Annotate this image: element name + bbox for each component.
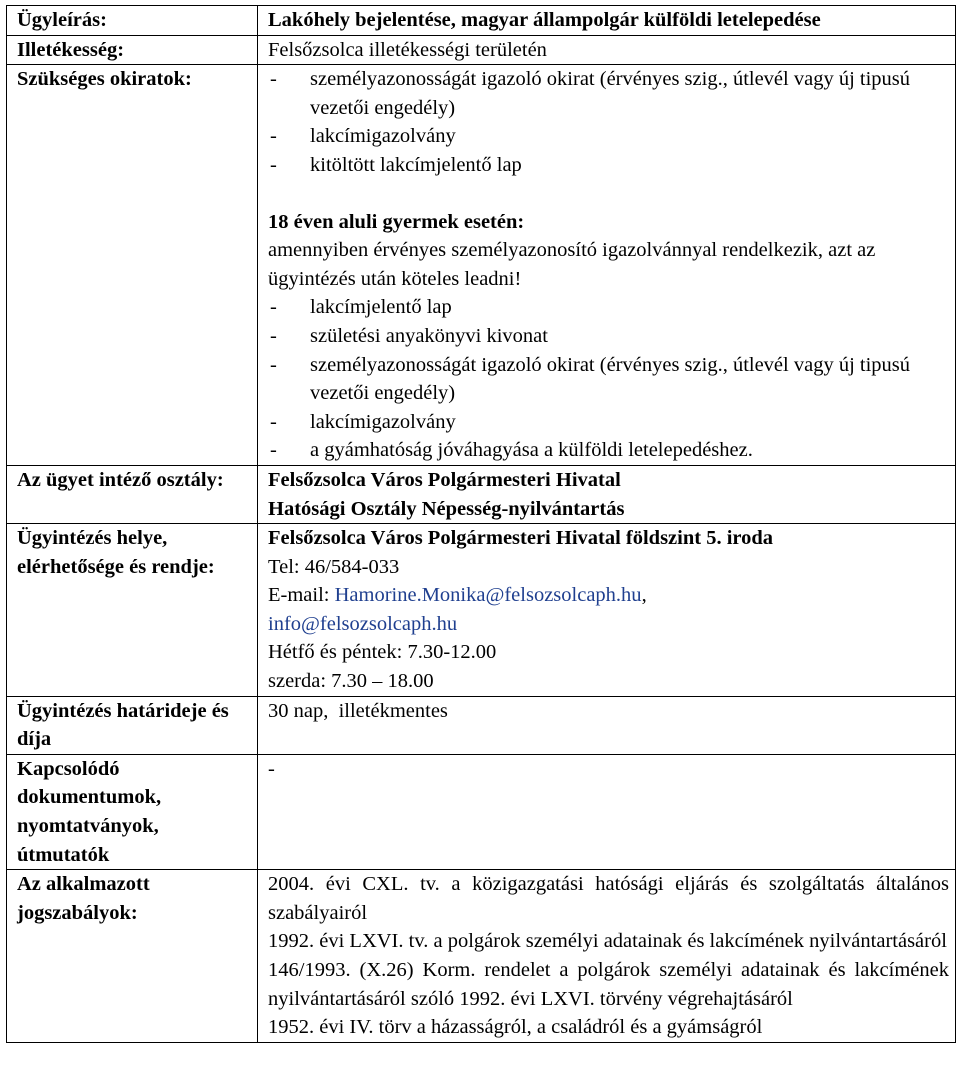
list-dash: - [270, 296, 277, 319]
list-dash: - [270, 353, 277, 376]
row-hatarido [7, 696, 956, 754]
office-name: Felsőzsolca Város Polgármesteri Hivatal [268, 468, 621, 491]
label-jogszabalyok: Az alkalmazott jogszabályok: [7, 870, 258, 1043]
spacer [268, 180, 949, 208]
row-illetekesseg [7, 35, 956, 65]
list-item: - lakcímigazolvány [268, 408, 949, 437]
minor-heading: 18 éven aluli gyermek esetén: [268, 210, 525, 233]
list-item: - születési anyakönyvi kivonat [268, 322, 949, 351]
list-item: - személyazonosságát igazoló okirat (érvényes szig., útlevél vagy új tipusú vezetői engedély) [268, 351, 949, 408]
law-item: 1952. évi IV. törv a házasságról, a családról és a gyámságról [268, 1016, 763, 1039]
list-item: - kitöltött lakcímjelentő lap [268, 151, 949, 180]
value-osztaly [258, 465, 956, 523]
list-item: - személyazonosságát igazoló okirat (érvényes szig., útlevél vagy új tipusú vezetői engedély) [268, 65, 949, 122]
email-link-1[interactable]: Hamorine.Monika@felsozsolcaph.hu [334, 584, 642, 607]
label-kapcsolodo: Kapcsolódó dokumentumok, nyomtatványok, útmutatók [7, 754, 258, 869]
list-dash: - [270, 439, 277, 462]
value-hely [258, 524, 956, 697]
email-link-2[interactable]: info@felsozsolcaph.hu [268, 612, 458, 635]
row-hely [7, 524, 956, 697]
row-okiratok [7, 65, 956, 466]
minor-note: amennyiben érvényes személyazonosító igazolvánnyal rendelkezik, azt az ügyintézés után köteles leadni! [268, 239, 876, 290]
law-item: 2004. évi CXL. tv. a közigazgatási hatósági eljárás és szolgáltatás általános szabályairól [268, 873, 949, 924]
list-dash: - [270, 68, 277, 91]
list-item: - lakcímigazolvány [268, 122, 949, 151]
email-line: E-mail: Hamorine.Monika@felsozsolcaph.hu, [268, 584, 647, 607]
value-kapcsolodo: - [258, 754, 956, 869]
row-ugyleiras [7, 6, 956, 36]
row-kapcsolodo [7, 754, 956, 869]
label-hely: Ügyintézés helye, elérhetősége és rendje: [7, 524, 258, 697]
list-dash: - [270, 153, 277, 176]
row-osztaly [7, 465, 956, 523]
opening-hours-1: Hétfő és péntek: 7.30-12.00 [268, 641, 497, 664]
list-item: - lakcímjelentő lap [268, 293, 949, 322]
office-address: Felsőzsolca Város Polgármesteri Hivatal földszint 5. iroda [268, 527, 774, 550]
opening-hours-2: szerda: 7.30 – 18.00 [268, 670, 434, 693]
phone: Tel: 46/584-033 [268, 555, 400, 578]
label-illetekesseg: Illetékesség: [7, 35, 258, 65]
list-dash: - [270, 324, 277, 347]
value-hatarido: 30 nap, illetékmentes [258, 696, 956, 754]
email-line-2 [268, 610, 949, 639]
label-osztaly: Az ügyet intéző osztály: [7, 465, 258, 523]
department-name: Hatósági Osztály Népesség-nyilvántartás [268, 497, 625, 520]
value-jogszabalyok [258, 870, 956, 1043]
list-item: - a gyámhatóság jóváhagyása a külföldi letelepedéshez. [268, 436, 949, 465]
list-dash: - [270, 125, 277, 148]
label-ugyleiras: Ügyleírás: [7, 6, 258, 36]
document-table [6, 5, 956, 1043]
label-okiratok: Szükséges okiratok: [7, 65, 258, 466]
label-hatarido: Ügyintézés határideje és díja [7, 696, 258, 754]
value-okiratok [258, 65, 956, 466]
value-ugyleiras: Lakóhely bejelentése, magyar állampolgár külföldi letelepedése [258, 6, 956, 36]
row-jogszabalyok [7, 870, 956, 1043]
law-item: 1992. évi LXVI. tv. a polgárok személyi adatainak és lakcímének nyilvántartásáról [268, 930, 947, 953]
law-item: 146/1993. (X.26) Korm. rendelet a polgárok személyi adatainak és lakcímének nyilvántartásáról szóló 1992. évi LXVI. törvény végrehajtásáról [268, 959, 949, 1010]
value-illetekesseg: Felsőzsolca illetékességi területén [258, 35, 956, 65]
list-dash: - [270, 410, 277, 433]
